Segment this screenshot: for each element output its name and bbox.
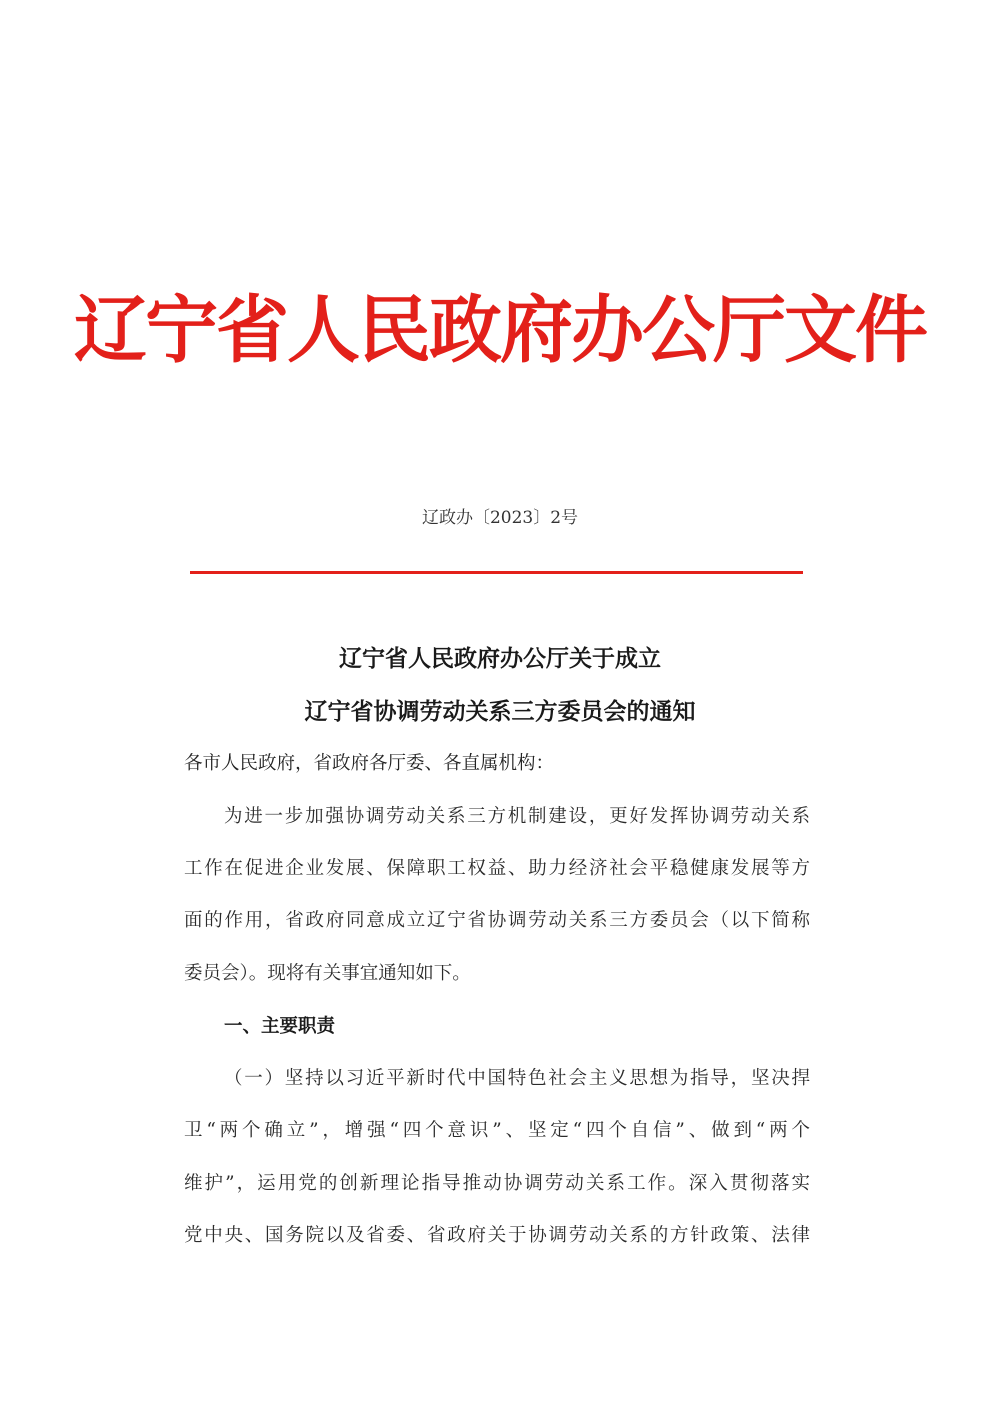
notice-title-line-1: 辽宁省人民政府办公厅关于成立 <box>339 646 661 672</box>
document-masthead: 辽宁省人民政府办公厅文件 <box>74 287 926 373</box>
intro-line: 工作在促进企业发展、保障职工权益、助力经济社会平稳健康发展等方 <box>184 858 810 879</box>
section-body-line: 维护”，运用党的创新理论指导推动协调劳动关系工作。深入贯彻落实 <box>184 1173 810 1194</box>
section-body-line: 卫“两个确立”，增强“四个意识”、坚定“四个自信”、做到“两个 <box>184 1120 810 1141</box>
section-body-line: （一）坚持以习近平新时代中国特色社会主义思想为指导，坚决捍 <box>224 1068 810 1089</box>
section-body-line: 党中央、国务院以及省委、省政府关于协调劳动关系的方针政策、法律 <box>184 1225 810 1246</box>
intro-line: 面的作用，省政府同意成立辽宁省协调劳动关系三方委员会（以下简称 <box>184 910 810 931</box>
document-number: 辽政办〔2023〕2号 <box>421 508 579 528</box>
notice-title-line-2: 辽宁省协调劳动关系三方委员会的通知 <box>304 699 696 725</box>
intro-line: 为进一步加强协调劳动关系三方机制建设，更好发挥协调劳动关系 <box>224 806 810 827</box>
section-heading-main-duties: 一、主要职责 <box>224 1016 336 1037</box>
salutation: 各市人民政府，省政府各厅委、各直属机构： <box>184 753 555 774</box>
intro-line: 委员会）。现将有关事宜通知如下。 <box>184 963 471 984</box>
red-separator-rule <box>190 571 803 574</box>
